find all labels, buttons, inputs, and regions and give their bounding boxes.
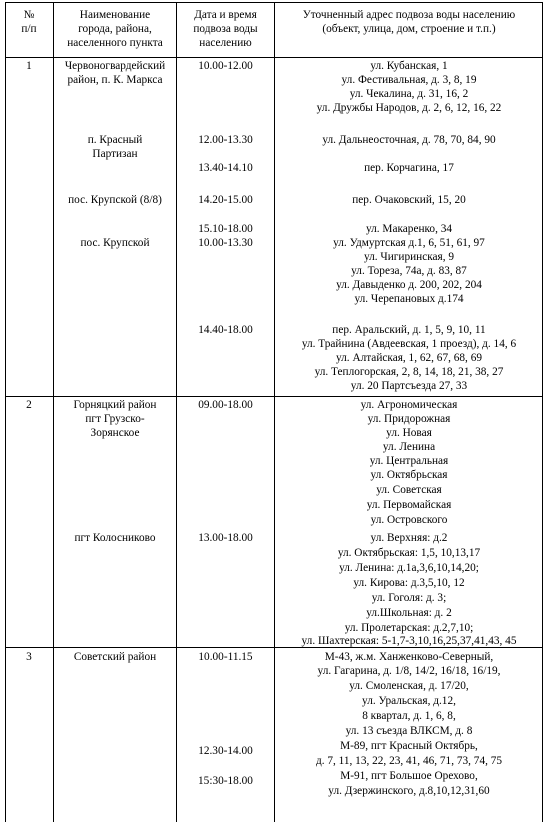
address-line: пер. Корчагина, 17 xyxy=(364,162,454,174)
address-line: д. 7, 11, 13, 22, 23, 41, 46, 71, 73, 74, 75 xyxy=(315,755,503,767)
header-place-line: населенного пункта xyxy=(67,37,163,49)
address-line: ул. Теплогорская, 2, 8, 14, 18, 21, 38, 27 xyxy=(314,366,504,378)
place-name xyxy=(54,193,176,207)
place-name xyxy=(54,398,176,440)
place-line: Партизан xyxy=(92,148,138,160)
water-delivery-table xyxy=(5,2,543,822)
delivery-time: 10.00-12.00 xyxy=(198,60,253,72)
delivery-time: 14.20-15.00 xyxy=(198,194,253,206)
address-line: ул. Черепановых д.174 xyxy=(354,293,464,305)
delivery-time: 15.10-18.00 xyxy=(198,223,253,235)
delivery-time: 12.30-14.00 xyxy=(198,745,253,757)
header-address xyxy=(275,8,543,36)
address-line: ул. Ленина xyxy=(382,441,436,453)
place-line: пгт Грузско- xyxy=(85,413,145,425)
address-line: М-91, пгт Большое Орехово, xyxy=(340,770,478,782)
address-line: ул. Трайнина (Авдеевская, 1 проезд), д. 14, 6 xyxy=(301,338,517,350)
header-address-line: (объект, улица, дом, строение и т.п.) xyxy=(322,23,496,35)
place-name xyxy=(54,59,176,87)
address-line: ул. Дзержинского, д.8,10,12,31,60 xyxy=(328,785,490,797)
address-line: ул. Тореза, 74а, д. 83, 87 xyxy=(351,265,467,277)
header-time-line: Дата и время xyxy=(194,9,257,21)
place-line: Зорянское xyxy=(90,427,140,439)
row-number: 3 xyxy=(26,651,32,663)
address-line: ул.Школьная: д. 2 xyxy=(366,607,452,619)
header-place xyxy=(54,8,176,50)
header-time xyxy=(177,8,274,50)
delivery-time: 15:30-18.00 xyxy=(198,775,253,787)
address-line: ул. Центральная xyxy=(369,455,449,467)
address-line: М-43, ж.м. Ханженково-Северный, xyxy=(324,651,494,663)
table-border-left xyxy=(5,2,6,822)
place-line: пгт Колосниково xyxy=(74,532,156,544)
place-line: пос. Крупской (8/8) xyxy=(68,194,162,206)
address-line: ул. Давыденко д. 200, 202, 204 xyxy=(336,279,482,291)
address-line: ул. Чигиринская, 9 xyxy=(363,251,455,263)
delivery-time: 13.00-18.00 xyxy=(198,532,253,544)
table-border-top xyxy=(5,2,543,3)
address-line: ул. Октябрьская xyxy=(370,469,448,481)
header-number-line: п/п xyxy=(21,23,37,35)
header-address-line: Уточненный адрес подвоза воды населению xyxy=(302,9,516,21)
address-line: ул. Дальнеосточная, д. 78, 70, 84, 90 xyxy=(322,134,496,146)
address-line: ул. Фестивальная, д. 3, 8, 19 xyxy=(341,74,477,86)
place-line: пос. Крупской xyxy=(80,237,150,249)
address-line: ул. Верхняя: д.2 xyxy=(370,532,448,544)
place-name xyxy=(54,133,176,161)
place-line: район, п. К. Маркса xyxy=(67,74,163,86)
row-number: 2 xyxy=(26,399,32,411)
address-line: ул. Кубанская, 1 xyxy=(370,60,448,72)
address-line: пер. Аральский, д. 1, 5, 9, 10, 11 xyxy=(332,324,486,336)
header-divider xyxy=(5,57,543,58)
address-line: ул. Смоленская, д. 17/20, xyxy=(349,680,469,692)
header-place-line: города, района, xyxy=(78,23,152,35)
address-line: ул. Алтайская, 1, 62, 67, 68, 69 xyxy=(336,352,482,364)
address-line: ул. Советская xyxy=(376,484,442,496)
row-divider xyxy=(5,396,543,397)
address-line: 8 квартал, д. 1, 6, 8, xyxy=(362,710,456,722)
address-line: ул. Октябрьская: 1,5, 10,13,17 xyxy=(337,547,481,559)
address-line: ул. Гагарина, д. 1/8, 14/2, 16/18, 16/19, xyxy=(317,665,501,677)
address-line: ул. Первомайская xyxy=(366,499,452,511)
address-line: ул. Ленина: д.1а,3,6,10,14,20; xyxy=(339,562,479,574)
address-line: ул. 13 съезда ВЛКСМ, д. 8 xyxy=(345,725,473,737)
delivery-time: 10.00-13.30 xyxy=(198,237,253,249)
delivery-time: 14.40-18.00 xyxy=(198,324,253,336)
address-line: ул. Пролетарская: д.2,7,10; xyxy=(344,622,474,634)
address-line: М-89, пгт Красный Октябрь, xyxy=(340,740,478,752)
place-line: п. Красный xyxy=(87,134,143,146)
address-line: ул. Придорожная xyxy=(367,413,451,425)
place-line: Червоногвардейский xyxy=(64,60,166,72)
header-place-line: Наименование xyxy=(79,9,151,21)
place-name xyxy=(54,236,176,250)
address-line: ул. Дружбы Народов, д. 2, 6, 12, 16, 22 xyxy=(316,102,502,114)
delivery-time: 09.00-18.00 xyxy=(198,399,253,411)
address-line: ул. Новая xyxy=(386,427,432,439)
place-line: Горняцкий район xyxy=(73,399,157,411)
address-line: ул. Кирова: д.3,5,10, 12 xyxy=(353,577,465,589)
header-number xyxy=(5,8,53,36)
delivery-time: 10.00-11.15 xyxy=(198,651,253,663)
delivery-time: 12.00-13.30 xyxy=(198,134,253,146)
column-divider xyxy=(176,2,177,822)
delivery-time: 13.40-14.10 xyxy=(198,162,253,174)
address-line: ул. Чекалина, д. 31, 16, 2 xyxy=(349,88,469,100)
header-time-line: населению xyxy=(199,37,252,49)
place-name xyxy=(54,531,176,545)
address-line: ул. Макаренко, 34 xyxy=(365,223,453,235)
address-line: ул. Уральская, д.12, xyxy=(362,695,456,707)
address-line: ул. Шахтерская: 5-1,7-3,10,16,25,37,41,43, 45 xyxy=(301,635,517,647)
place-name xyxy=(54,650,176,664)
address-line: пер. Очаковский, 15, 20 xyxy=(352,194,466,206)
address-line: ул. Удмуртская д.1, 6, 51, 61, 97 xyxy=(333,237,485,249)
header-number-line: № xyxy=(23,9,35,21)
header-time-line: подвоза воды xyxy=(193,23,258,35)
address-line: ул. Островского xyxy=(370,514,448,526)
row-number: 1 xyxy=(26,60,32,72)
address-line: ул. 20 Партсъезда 27, 33 xyxy=(350,380,468,392)
place-line: Советский район xyxy=(73,651,157,663)
address-line: ул. Агрономическая xyxy=(360,399,458,411)
address-line: ул. Гоголя: д. 3; xyxy=(371,592,447,604)
